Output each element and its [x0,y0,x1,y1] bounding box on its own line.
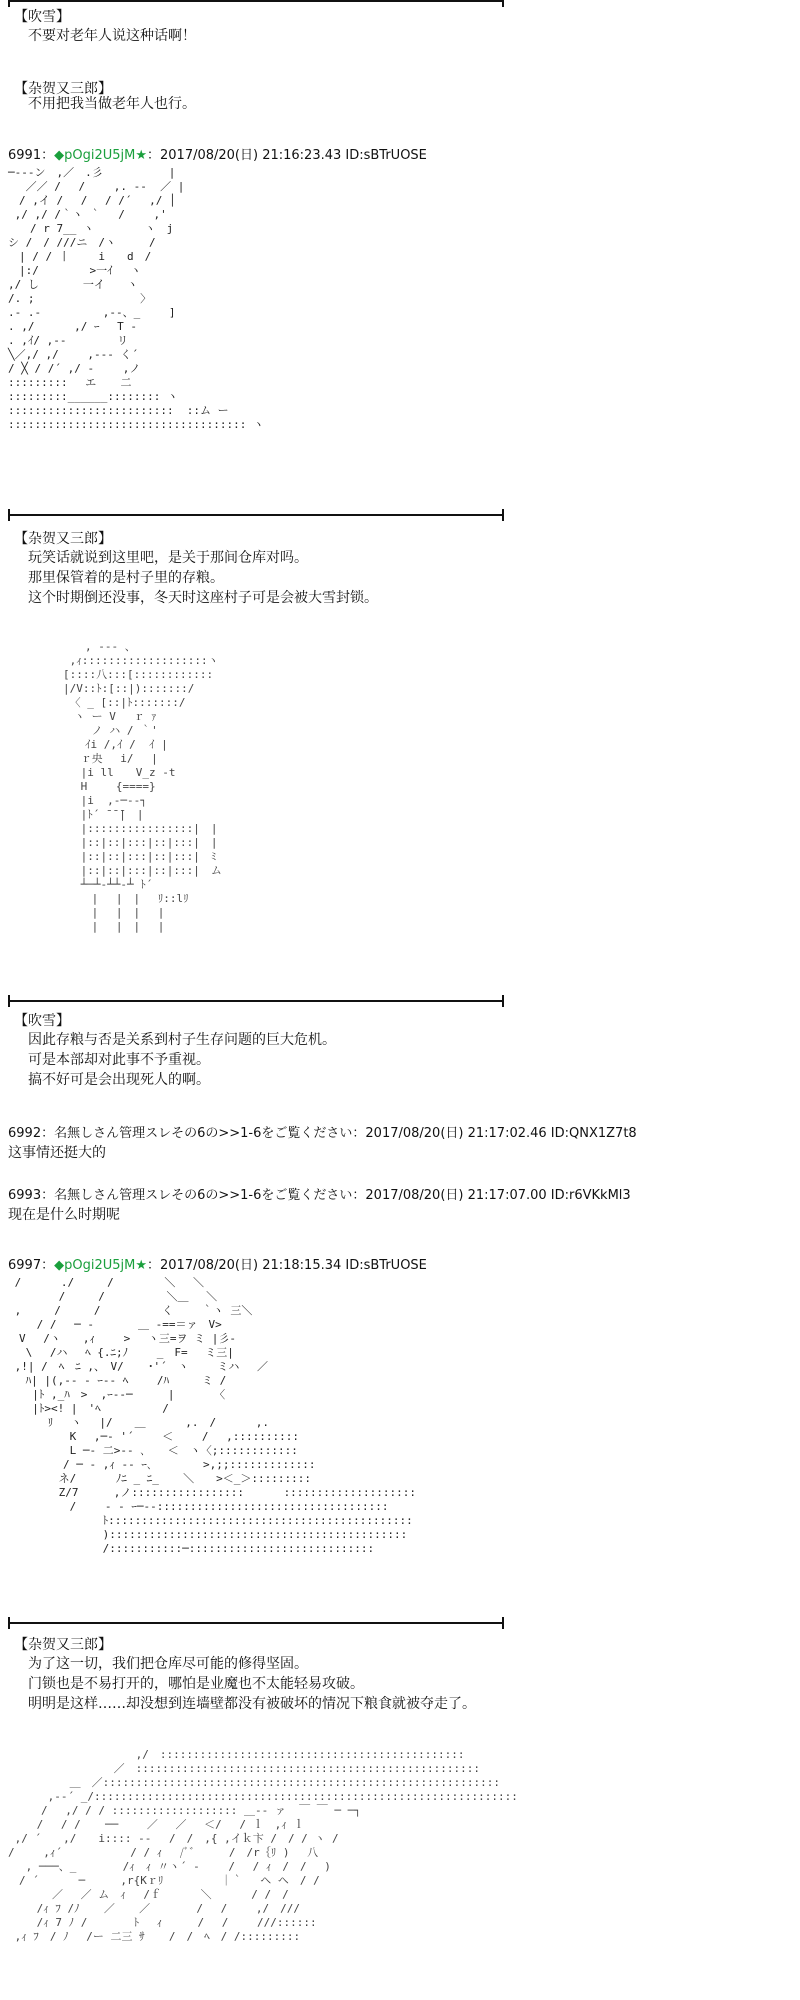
post-meta: ：2017/08/20(日) 21:18:15.34 ID:sBTrUOSE [147,1258,427,1273]
post-header-6992 [8,1122,637,1141]
post-meta: 名無しさん管理スレその6の>>1-6をご覧ください：2017/08/20(日) 21:17:02.46 ID:QNX1Z7t8 [54,1126,637,1141]
dialog-line: 这个时期倒还没事，冬天时这座村子可是会被大雪封锁。 [28,590,378,606]
dialog-line: 玩笑话就说到这里吧，是关于那间仓库对吗。 [28,550,308,566]
post-number[interactable]: 6991 [8,148,42,163]
star-icon: ★ [135,148,147,163]
speaker-label: 【杂贺又三郎】 [14,81,112,97]
post-sep: ： [41,1126,55,1141]
ascii-art-2: , ‐‐‐ 、 ,ｨ:::::::::::::::::::ヽ [::::八:::[:::::::::::: |/V::ﾄ:[::|):::::::/ 〈 _ [::|ﾄ:::::::/ ヽ ー V ｒ ｧ ノ ハ / ｀' ｲi /,ｲ / ｲ | ｒ央 i/ | |i ll V_z -t H {====} |i ,-─‐‐┐ |ﾄ´ ̄ ̄ ̄| | |::::::::::::::::| | |::|::|:::|::|:::| | |::|::|:::|::|:::| ﾐ |::|::|:::|::|:::| ム ┴─┴‐┴┴‐┴ ﾄ´ | | | ﾘ::lﾘ | | | | | | | | [62,640,222,933]
dialog-lines [28,94,196,114]
speaker-label: 【杂贺又三郎】 [14,1637,112,1653]
dialog-line: 因此存粮与否是关系到村子生存问题的巨大危机。 [28,1032,336,1048]
post-meta: ：2017/08/20(日) 21:16:23.43 ID:sBTrUOSE [147,148,427,163]
poster-trip: ◆pOgi2U5jM [54,1258,136,1273]
divider [8,1622,504,1624]
post-header-6997 [8,1254,427,1273]
post-sep: ： [41,148,55,163]
dialog-lines [28,1654,476,1714]
post-number[interactable]: 6997 [8,1258,42,1273]
divider [8,0,504,2]
dialog-line: 可是本部却对此事不予重视。 [28,1052,210,1068]
post-number[interactable]: 6993 [8,1188,42,1203]
dialog-line: 不用把我当做老年人也行。 [28,96,196,112]
divider [8,514,504,516]
post-body: 现在是什么时期呢 [8,1207,120,1223]
dialog-line: 为了这一切，我们把仓库尽可能的修得坚固。 [28,1656,308,1672]
post-body: 这事情还挺大的 [8,1145,106,1161]
speaker-label: 【吹雪】 [14,1013,70,1029]
divider [8,1000,504,1002]
dialog-line: 不要对老年人说这种话啊！ [28,28,196,44]
post-header-6993 [8,1184,631,1203]
dialog-lines [28,548,378,608]
speaker-label: 【杂贺又三郎】 [14,531,112,547]
speaker-label: 【吹雪】 [14,9,70,25]
ascii-art-4: ,/ :::::::::::::::::::::::::::::::::::::::::::::: ／ :::::::::::::::::::::::::::::::::::::::::::::::::::: ＿ ／:::::::::::::::::::::::::::::::::::::::::::::::::::::::::::: ,--´ _/:::::::::::::::::::::::::::::::::::::::::::::::::::::::::::::::: / ,/ / / ::::::::::::::::::: ＿-‐ ァ ￣ ￣ ─ ─┐ / / / ── ／ ／ ＜/ / ｌ ,ｨ ｌ ,/ ´ ,/ i:::: ‐‐ / / ,{ ,イｋ卞 / / / ヽ / / ,ｨ´ / / ｨ /ﾞ゛ / /r｛ﾘ ) 八 , ───、_ /ｨ ｨ 〃ヽ´ - / / ｨ / / ) / ´ ─ ,r{Kｒﾘ ｜｀ ヘ ヘ / / ／ ／ ム ｨ /ｆ ＼ / / / /ｨ ﾌ /ﾉ ／ ／ / / ,/ /// /ｨ 7 ﾉ / ﾄ ｨ / / ///:::::: ,ｨ ﾌ / ﾉ /ー 二三 ｻ / / ﾍ / /::::::::: [8,1748,518,1943]
post-header-6991 [8,144,427,163]
dialog-lines [28,1030,336,1090]
ascii-art-3: / ./ / ＼ ＼ / / ＼＿ ＼ , / / く ｀ヽ 三＼ / / ─ ‐ ＿ -==＝ァ V> V /ヽ ,ｨ > ヽ三=ヲ ミ |彡- \ /ハ ﾍ {.ﾆ;ﾉ _ F= ミ三| ,!| / ﾍ ﾆ ,、 V/ ･'´ ヽ ミハ ／ ﾊ| |(,-- ‐ ｰ‐‐ ﾍ /ﾊ ミ / |ﾄ ,_ﾊ > ,ｰ‐-─ | 〈 |ﾄ><! | 'ﾍ / ﾘ ヽ |/ ＿ ,. / ,. K ,─‐ '´ ＜ / ,:::::::::: L ─‐ 二>‐‐ ､ ＜ ヽ〈;:::::::::::: / ─ ‐ ,ｨ -‐ ｰ､ >,;;::::::::::::: ネ/ ﾉﾆ _ ﾆ_ ＼ >＜_＞::::::::: Z/7 ,ノ::::::::::::::::: :::::::::::::::::::: / ‐ ‐ ｰ─‐-::::::::::::::::::::::::::::::::::: ﾄ:::::::::::::::::::::::::::::::::::::::::::::: )::::::::::::::::::::::::::::::::::::::::::::: /:::::::::::─:::::::::::::::::::::::::::: [14,1276,417,1555]
dialog-line: 那里保管着的是村子里的存粮。 [28,570,224,586]
star-icon: ★ [135,1258,147,1273]
post-meta: 名無しさん管理スレその6の>>1-6をご覧ください：2017/08/20(日) 21:17:07.00 ID:r6VKkMl3 [54,1188,631,1203]
dialog-line: 明明是这样……却没想到连墙壁都没有被破坏的情况下粮食就被夺走了。 [28,1696,476,1712]
post-sep: ： [41,1258,55,1273]
post-number[interactable]: 6992 [8,1126,42,1141]
poster-trip: ◆pOgi2U5jM [54,148,136,163]
post-sep: ： [41,1188,55,1203]
dialog-line: 门锁也是不易打开的，哪怕是业魔也不太能轻易攻破。 [28,1676,364,1692]
ascii-art-1: ─‐--ン ,／ .彡 | ／／ / / ,. -‐ ／ | / ,イ / / / /´ ,/ │ ,/ ,/ /｀ヽ ｀ / ,' / r 7__ ヽ ヽ j シ / / ///ニ /ヽ / | / / 丨 i d / |:/ >一ｲ ヽ ,/ し 一イ ヽ /. ; 〉 .- .- ,--、_ ] . ,/ ,/ ｰ T ‐ . ,ｲ/ ,-‐ リ ╲／,/ ,/ ,--‐ く´ / ╳ / /´ ,/ ‐ ,ノ ::::::::: エ 二 :::::::::______:::::::: ヽ ::::::::::::::::::::::::: ::ム ー :::::::::::::::::::::::::::::::::::: ヽ [8,166,265,431]
dialog-lines [28,26,196,46]
dialog-line: 搞不好可是会出现死人的啊。 [28,1072,210,1088]
